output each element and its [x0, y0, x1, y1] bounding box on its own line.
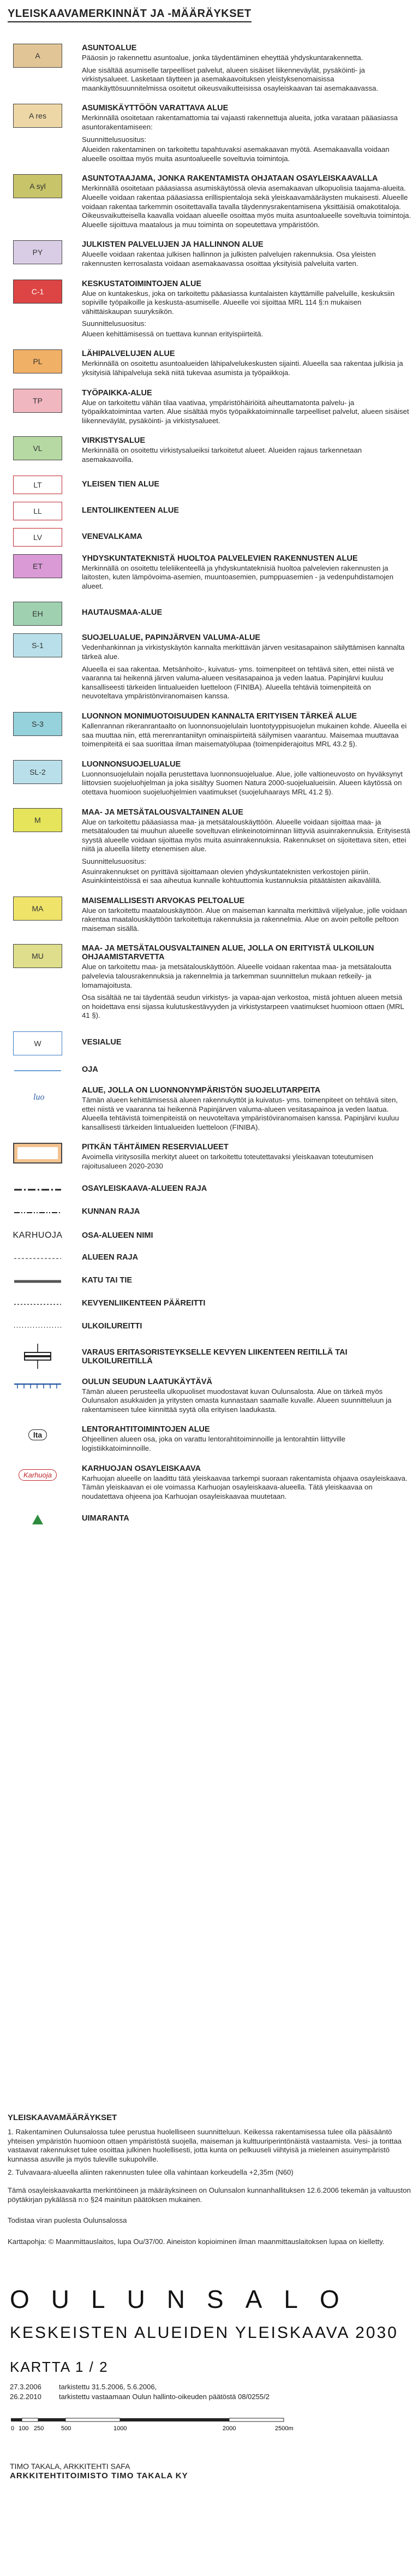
reserve-area-icon [13, 1143, 62, 1164]
revision-dates [10, 2382, 411, 2402]
swatch-lv: LV [13, 528, 62, 547]
light-traffic-route-icon [13, 1297, 62, 1312]
legend-title: ASUNTOALUE [82, 44, 137, 52]
area-name-sample: KARHUOJA [13, 1230, 63, 1240]
legend-title: KUNNAN RAJA [82, 1207, 140, 1216]
legend-item-w [0, 1031, 419, 1055]
svg-text:luo: luo [33, 1093, 45, 1102]
legend-item-oja [0, 1063, 419, 1078]
legend-title: MAISEMALLISESTI ARVOKAS PELTOALUE [82, 896, 245, 905]
karhuoja-plan-icon [13, 1464, 62, 1486]
legend-item-lv [0, 528, 419, 547]
swatch-py: PY [13, 240, 62, 264]
legend-title: LUONNON MONIMUOTOISUUDEN KANNALTA ERITYISEN TÄRKEÄ ALUE [82, 711, 357, 721]
legend-title: VENEVALKAMA [82, 532, 142, 541]
swatch-ma: MA [13, 897, 62, 921]
scale-label: 100 [19, 2425, 29, 2432]
legend-item-kevyt [0, 1297, 419, 1312]
legend-item-lta [0, 1425, 419, 1456]
legend-title: KARHUOJAN OSAYLEISKAAVA [82, 1464, 201, 1473]
footer [8, 2113, 411, 2481]
legend-title: ULKOILUREITTI [82, 1321, 142, 1331]
swatch-s-3: S-3 [13, 712, 62, 736]
legend-title: LÄHIPALVELUJEN ALUE [82, 349, 175, 359]
legend-title: OULUN SEUDUN LAATUKÄYTÄVÄ [82, 1377, 212, 1386]
legend-title: OJA [82, 1065, 98, 1075]
legend-item-mu [0, 944, 419, 1024]
legend-text: Vedenhankinnan ja virkistyskäytön kannalta merkittävän järven vesitasapainon säilyttämisen kannalta tärkeä alue. [82, 643, 405, 661]
legend-title: VIRKISTYSALUE [82, 436, 146, 446]
legend-text: Suunnittelusuositus: [82, 857, 147, 865]
legend-item-a-syl [0, 174, 419, 233]
legend-item-ll [0, 502, 419, 520]
legend-text: Ohjeellinen alueen osa, joka on varattu lentorahtitoiminnoille ja lentorahtiin liittyville logistiikkatoiminnoille. [82, 1435, 346, 1452]
legend-text: Alue on kuntakeskus, joka on tarkoitettu pääasiassa kuntalaisten käyttämille palveluille, keskuksiin sopiville työpaikoille ja keskusta-asumiselle. Alueelle voi sijoittaa MRL 114 §:n mukaisen vähittäiskaupan suuryksikön. [82, 289, 395, 316]
footer-paragraph: Tämä osayleiskaavakartta merkintöineen ja määräyksineen on Oulunsalon kunnanhallituksen 12.6.2006 tekemän ja valtuuston pöytäkirjan pykälässä n:o §24 mainitun päätöksen mukainen. [8, 2186, 411, 2204]
legend-text: Merkinnällä on osoitettu asuntoalueiden lähipalvelukeskusten sijainti. Alueella saa rakentaa julkisia ja yksityisiä lähipalveluja sekä niitä tukevaa asumista ja työpaikkoja. [82, 359, 403, 377]
swatch-ll: LL [13, 502, 62, 520]
legend-item-boundary [0, 1182, 419, 1197]
legend-item-kunnan-raja [0, 1205, 419, 1220]
municipal-boundary-line-icon [13, 1205, 62, 1220]
road-line-icon [13, 1274, 62, 1289]
legend-title: UIMARANTA [82, 1514, 129, 1523]
legend-title: VESIALUE [82, 1038, 122, 1047]
legend-item-asuntoalue [0, 44, 419, 96]
legend-item-lt [0, 476, 419, 494]
swatch-et: ET [13, 554, 62, 578]
legend-item-alueen-raja [0, 1251, 419, 1266]
legend-text: Alue on tarkoitettu vähän tilaa vaativaa, ympäristöhäiriöitä aiheuttamatonta palvelu- ja työpaikkatoimintaa varten. Alue sisältää myös työpaikkatoiminnalle tarpeelliset palvelut, alueen sisäiset liikenneväylät, pysäköinti- ja virkistysalueet. [82, 398, 409, 425]
legend-title: JULKISTEN PALVELUJEN JA HALLINNON ALUE [82, 240, 264, 250]
swatch-m: M [13, 808, 62, 832]
legend-title: ALUEEN RAJA [82, 1253, 139, 1262]
legend-item-pl [0, 349, 419, 381]
legend-text: Alueen kehittämisessä on tuettava kunnan erityispiirteitä. [82, 329, 264, 338]
legend-title: VARAUS ERITASORISTEYKSELLE KEVYEN LIIKENTEEN REITILLÄ TAI ULKOILUREITILLÄ [82, 1348, 348, 1366]
legend-item-laatukaytava [0, 1378, 419, 1418]
swatch-mu: MU [13, 944, 62, 968]
legend-item-eritaso [0, 1343, 419, 1370]
scale-bar [10, 2416, 411, 2437]
legend-title: KATU TAI TIE [82, 1275, 133, 1285]
swatch-s-1: S-1 [13, 633, 62, 657]
quality-corridor-line-icon [13, 1378, 62, 1393]
air-cargo-badge: lta [28, 1429, 47, 1440]
legend-item-c-1 [0, 280, 419, 342]
legend-item-sl-2 [0, 760, 419, 800]
legend-item-s-3 [0, 712, 419, 752]
legend-item-eh [0, 602, 419, 626]
legend-title: ASUNTOTAAJAMA, JONKA RAKENTAMISTA OHJATAAN OSAYLEISKAAVALLA [82, 174, 378, 183]
swatch-pl: PL [13, 349, 62, 373]
legend-text: Merkinnällä on osoitettu teleliikenteellä ja yhdyskuntateknisiä huoltoa palvelevien rakennusten ja laitosten, kuten lämpövoima-asemien, muuntoasemien, pumppuasemien - ja vedenpuhdistamojen alueet. [82, 563, 394, 590]
swatch-sl-2: SL-2 [13, 760, 62, 784]
legend-item-py [0, 240, 419, 271]
legend-item-luo [0, 1086, 419, 1135]
author-block [10, 2461, 411, 2481]
legend-text: Karhuojan alueelle on laadittu tätä yleiskaavaa tarkempi suoraan rakentamista ohjaava osayleiskaava. Tämän yleiskaavan ei ole voimassa Karhuojan osayleiskaava-alueella. Tätä yleiskaavaa on noudatettava ohjeena joa Karhuojan osayleiskaavaa muutetaan. [82, 1474, 408, 1500]
legend-title: OSA-ALUEEN NIMI [82, 1231, 153, 1240]
swatch-a-res: A res [13, 104, 62, 128]
legend-text: Alue on tarkoitettu maatalouskäyttöön. Alue on maiseman kannalta merkittävä viljelyalue, jolle voidaan rakentaa maatalouskäyttöön tarkoitettuja rakennuksia ja rakennelmia. Alue on avoin peltolle peltoon maiseman sisällä. [82, 906, 407, 933]
legend-title: SUOJELUALUE, PAPINJÄRVEN VALUMA-ALUE [82, 633, 261, 643]
legend-title: TYÖPAIKKA-ALUE [82, 388, 152, 397]
legend-item-tp [0, 389, 419, 429]
legend-text: Tämän alueen kehittämisessä alueen rakennukyttöt ja kuivatus- yms. toimenpiteet on tehtävä siten, ettei niistä ve vaaranna tai heikennä Papinjärven valuma-alueen vesitasapainoa ja veden laatua. Alueella tehtävistä toimenpiteistä on neuvoteltava ympäristöviranomaisen kanssa. Papinjärvi kuuluu kansallisesti tärkeiden lintualueiden luetteloon (FINIBA). [82, 1096, 399, 1131]
legend-item-reserve [0, 1143, 419, 1174]
legend-text: Suunnittelusuositus: [82, 135, 147, 144]
legend-title: YLEISEN TIEN ALUE [82, 479, 160, 489]
legend-item-uimaranta [0, 1512, 419, 1527]
swatch-a: A [13, 44, 62, 68]
legend-item-osa-alue [0, 1228, 419, 1243]
author-office: ARKKITEHTITOIMISTO TIMO TAKALA KY [10, 2471, 188, 2481]
legend-text: Kallenrannan rikeranrantaalto on luonnonsuojelulain luontotyyppisuojelun mukainen kohde. Alueella ei saa muuttaa niin, että merenrantaniityn ominaispiirteitä säilymisen vaarantuu. Maisemaa muuttavaa toimenpiteitä ei saa suorittaa ilman maisematyölupaa (toimenpiderajoitus MRL 43.2 §). [82, 721, 407, 749]
legend-title: LENTOLIIKENTEEN ALUE [82, 506, 179, 515]
revision-row: 27.3.2006 tarkistettu 31.5.2006, 5.6.2006, [10, 2383, 157, 2391]
legend-text: Luonnonsuojelulain nojalla perustettava luonnonsuojelualue. Alue, jolle valtioneuvosto on hyväksynyt liittovsien suojeluohjelman ja joka sisältyy Suomen Natura 2000-suojelualueisiin. Alueen käytössä on otettava huomioon suojeluohjelmien vaatimukset (suojeluhaarays MRL 41.2 §). [82, 769, 403, 796]
scale-label: 2500m [275, 2425, 294, 2432]
legend-text: Avoimella viritysosilla merkityt alueet on tarkoitettu toteutettavaksi yleiskaavan toteutumisen rajoitusalueen 2020-2030 [82, 1153, 374, 1170]
legend-item-ulkoilu [0, 1320, 419, 1335]
footer-paragraph: Todistaa viran puolesta Oulunsalossa [8, 2216, 127, 2225]
beach-triangle-icon [13, 1512, 62, 1527]
legend-item-vl [0, 436, 419, 467]
legend-text: Alue on tarkoitettu maa- ja metsätalouskäyttöön. Alueelle voidaan rakentaa maa- ja metsätaloutta palvelevia talousrakennuksia ja rakennelmia ja tarkemman suunnittelun mukaan retkeily- ja lomamajoitusta. [82, 963, 392, 989]
author-name: TIMO TAKALA, ARKKITEHTI SAFA [10, 2462, 130, 2471]
legend-title: OSAYLEISKAAVA-ALUEEN RAJA [82, 1184, 207, 1193]
legend-title: LENTORAHTITOIMINTOJEN ALUE [82, 1425, 210, 1434]
legend-text: Suunnittelusuositus: [82, 319, 147, 328]
legend-item-ma [0, 897, 419, 937]
legend-title: LUONNONSUOJELUALUE [82, 759, 181, 769]
legend-title: PITKÄN TÄHTÄIMEN RESERVIALUEET [82, 1143, 229, 1152]
plan-title: KESKEISTEN ALUEIDEN YLEISKAAVA 2030 [10, 2324, 398, 2342]
swatch-a-syl: A syl [13, 174, 62, 198]
grade-separation-icon [13, 1343, 62, 1370]
sheet-number: KARTTA 1 / 2 [10, 2359, 109, 2376]
swatch-c-1: C-1 [13, 280, 62, 304]
legend-text: Alueiden rakentaminen on tarkoitettu tapahtuvaksi asemakaavan myötä. Asemakaavalla voidaan alueelle osoittaa myös muita asuntoalueelle soveltuvia toimintoja. [82, 145, 390, 163]
legend-text: Alue on tarkoitettu pääasiassa maa- ja metsätalouskäyttöön. Alueelle voidaan sijoittaa maa- ja metsätalouden tai muuhun alueelle soveltuvan elinkeinotoiminnan liittyviä asuinrakennuksia. Erityisestä syystä alueelle voidaan sijoittaa myös muita asuinrakennuksia. Rakennukset on sijoitettava siten, ettei niitä ja alueella liitetty etenemisen alue. [82, 817, 410, 853]
legend-text: Asuinrakennukset on pyrittävä sijoittamaan olevien yhdyskuntateknisten verkostojen piiriin. Asuinkiinteistöissä ei saa aiheutua kunnalle kohtuuttomia kustannuksia pitäätäisten aikavälillä. [82, 867, 382, 885]
legend-title: MAA- JA METSÄTALOUSVALTAINEN ALUE, JOLLA ON ERITYISTÄ ULKOILUN OHJAAMISTARVETTA [82, 944, 374, 962]
swatch-tp: TP [13, 389, 62, 413]
legend-item-et [0, 554, 419, 595]
legend-item-katu [0, 1274, 419, 1289]
legend-item-a-res [0, 104, 419, 167]
legend-title: ASUMISKÄYTTÖÖN VARATTAVA ALUE [82, 104, 229, 113]
scale-label: 2000 [223, 2425, 236, 2432]
legend-text: Osa sisältää ne tai täydentää seudun virkistys- ja vapaa-ajan verkostoa, mistä johtuen alueen metsiä on hoidettava ensi sijassa kulutuskestävyyden ja virkistystarpeen vaatimukset huomioon ottaen (MRL 41 §). [82, 993, 404, 1020]
ditch-line-icon [13, 1063, 62, 1078]
legend-text: Merkinnällä osoitetaan pääasiassa asumiskäytössä olevia asemakaavan ulkopuolisia taajama-alueita. Alueelle voidaan rakentaa pääasiassa erillispientaloja sekä yleiskaavamääräysten mukaisesti. Alueelle voidaan rakentaa tarkemmin osoitettavalla tavalla täydennysrakentamisena yksittäisiä omakotitaloja. Oikeusvaikutteisella kaavalla voidaan alueelle osoittaa myös muita asuntoalueelle soveltuvia toimintoja. Alueelle sijoittuva maatalous ja muu toiminta on sopeutettava ympäristöön. [82, 184, 411, 229]
karhuoja-badge: Karhuoja [19, 1469, 57, 1481]
legend-item-karhuoja [0, 1464, 419, 1505]
footer-note: 2. Tulvavaara-alueella aliinten rakennusten tulee olla vahintaan korkeudella +2,35m (N60) [8, 2168, 294, 2177]
legend-text: Merkinnällä osoitetaan rakentamattomia tai vajaasti rakennettuja alueita, jotka varataan pääasiassa asuntorakentamiseen: [82, 114, 398, 131]
legend-list [0, 44, 419, 1527]
legend-title: HAUTAUSMAA-ALUE [82, 608, 163, 618]
legend-text: Alueella ei saa rakentaa. Metsänhoito-, kuivatus- yms. toimenpiteet on tehtävä siten, ettei niistä ve vaaranna tai heikennä järven valuma-alueen vesitasapainoa ja veden laatua. Papinjärvi kuuluu kansalliseesti tärkeiden lintualueiden luetteloon (FINIBA). Alueella tehtäviä toimenpiteitä on neuvoteltava ympäristönviranomaisen kanssa. [82, 664, 394, 701]
legend-title: KEVYENLIIKENTEEN PÄÄREITTI [82, 1298, 206, 1308]
legend-text: Pääosin jo rakennettu asuntoalue, jonka täydentäminen eheyttää yhdyskuntarakennetta. [82, 54, 363, 62]
footer-paragraph: Karttapohja: © Maanmittauslaitos, lupa Ou/37/00. Aineiston kopioiminen ilman maanmittauslaitoksen lupaa on kielletty. [8, 2237, 385, 2246]
revision-row: 26.2.2010 tarkistettu vastaamaan Oulun hallinto-oikeuden päätöstä 08/0255/2 [10, 2393, 270, 2401]
area-boundary-line-icon [13, 1251, 62, 1266]
legend-item-m [0, 808, 419, 889]
scale-label: 1000 [113, 2425, 127, 2432]
legend-item-s-1 [0, 633, 419, 704]
scale-label: 0 [11, 2425, 15, 2432]
swatch-eh: EH [13, 602, 62, 626]
footer-note: 1. Rakentaminen Oulunsalossa tulee perustua huolelliseen suunnitteluun. Keikessa rakentamisessa tulee olla pääsääntö yhteisen ympäristön huomioon ottaen ympäristöstä suojella, maiseman ja kulttuuriperintönäistä vastaamista. Vesi- ja tonttaa vastaavat rakennukset tulee osoittaa julkinen huolellisesti, jotta kunta on pelkuuseli viihtyisä ja mieleinen asuinympäristö kunnassa asuville ja myös tuleville sukupolville. [8, 2128, 402, 2163]
scale-label: 250 [34, 2425, 44, 2432]
legend-title: KESKUSTATOIMINTOJEN ALUE [82, 279, 202, 288]
legend-text: Alueelle voidaan rakentaa julkisen hallinnon ja julkisten palvelujen rakennuksia. Osa yleisten rakennusten kerrosalasta voidaan asemakaavassa osoittaa yksityisiä palveluita varten. [82, 250, 376, 268]
legend-title: YHDYSKUNTATEKNISTÄ HUOLTOA PALVELEVIEN RAKENNUSTEN ALUE [82, 554, 358, 563]
legend-text: Alue sisältää asumiselle tarpeelliset palvelut, alueen sisäiset liikenneväylät, pysäköinti- ja virkistysalueet. Lasketaan täytteen ja asemakaavoituksen yleistyksenomaisissa maankäyttösuunnitelmissa osoitetut oikeusvaikutteisissa osayleiskaavan tai asemakaavassa. [82, 66, 379, 92]
legend-text: Merkinnällä on osoitettu virkistysalueiksi tarkoitetut alueet. Alueiden rajaus tarkennetaan asemakaavoilla. [82, 446, 362, 464]
legend-title: ALUE, JOLLA ON LUONNONYMPÄRISTÖN SUOJELUTARPEITA [82, 1086, 321, 1095]
footer-heading: YLEISKAAVAMÄÄRÄYKSET [8, 2113, 117, 2122]
place-name: OULUNSALO [10, 2285, 361, 2314]
page-title: YLEISKAAVAMERKINNÄT JA -MÄÄRÄYKSET [8, 8, 252, 22]
legend-title: MAA- JA METSÄTALOUSVALTAINEN ALUE [82, 808, 243, 817]
swatch-w: W [13, 1031, 62, 1055]
swatch-vl: VL [13, 436, 62, 460]
air-cargo-area-icon [13, 1425, 62, 1445]
plan-boundary-line-icon [13, 1182, 62, 1197]
scale-label: 500 [61, 2425, 71, 2432]
legend-text: Tämän alueen perusteella ulkopuoliset muodostavat kuvan Oulunsalosta. Alue on tärkeä myös Oulunsalon asukkaiden ja yritysten omasta kunnastaan saamalle kuvalle. Alueen suunnitteluun ja rakentamiseen tulee kiinnittää syytä olla erityisen laadukasta. [82, 1387, 392, 1414]
outdoor-route-icon [13, 1320, 62, 1335]
swatch-lt: LT [13, 476, 62, 494]
nature-protection-icon [13, 1086, 62, 1108]
